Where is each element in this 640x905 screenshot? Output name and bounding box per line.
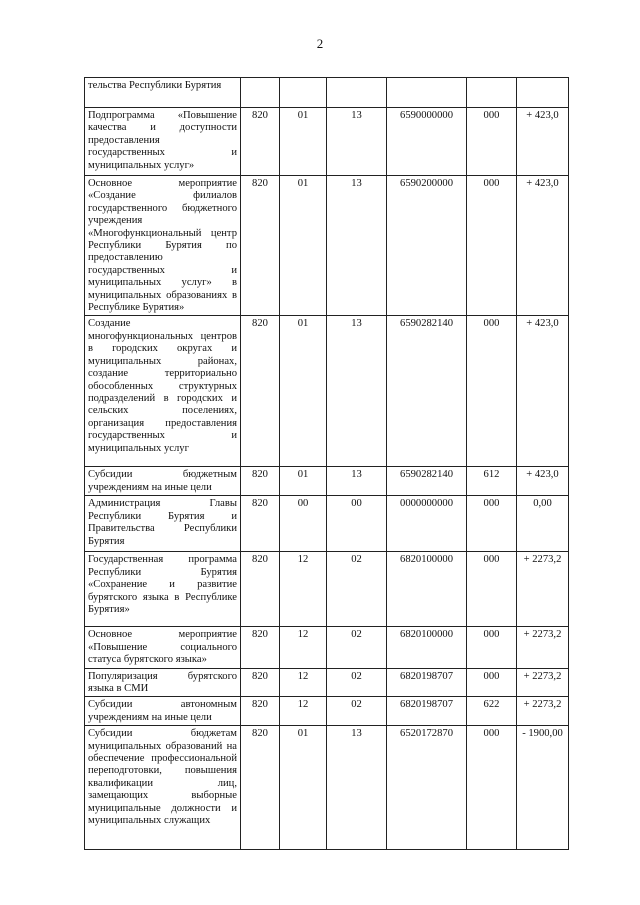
subsection-code-cell: 13 [327, 108, 387, 176]
ministry-code-cell: 820 [241, 552, 280, 627]
amount-cell: + 423,0 [517, 176, 569, 316]
target-article-cell: 6820198707 [387, 697, 467, 726]
row-name-cell: Создание многофункциональных центров в городских округах и муниципальных районах, создание территориально обособленных структурных подразделений в городских и сельских поселениях, организация предоставления государственных и муниципальных услуг [85, 316, 241, 467]
expense-type-cell: 000 [467, 496, 517, 552]
row-name-cell: Популяризация бурятского языка в СМИ [85, 668, 241, 697]
ministry-code-cell: 820 [241, 697, 280, 726]
row-name-cell: тельства Республики Бурятия [85, 78, 241, 108]
target-article-cell: 6590282140 [387, 467, 467, 496]
target-article-cell: 6820100000 [387, 552, 467, 627]
expense-type-cell: 000 [467, 668, 517, 697]
table-row [85, 627, 569, 668]
target-article-cell: 6820198707 [387, 668, 467, 697]
table-row [85, 726, 569, 850]
subsection-code-cell: 00 [327, 496, 387, 552]
expense-type-cell: 612 [467, 467, 517, 496]
target-article-cell: 6520172870 [387, 726, 467, 850]
target-article-cell: 6590282140 [387, 316, 467, 467]
subsection-code-cell: 13 [327, 726, 387, 850]
amount-cell: + 2273,2 [517, 627, 569, 668]
expense-type-cell [467, 78, 517, 108]
ministry-code-cell: 820 [241, 176, 280, 316]
ministry-code-cell: 820 [241, 627, 280, 668]
expense-type-cell: 000 [467, 726, 517, 850]
amount-cell: - 1900,00 [517, 726, 569, 850]
section-code-cell: 12 [280, 627, 327, 668]
subsection-code-cell [327, 78, 387, 108]
table-row [85, 668, 569, 697]
row-name-cell: Государственная программа Республики Бурятия «Сохранение и развитие бурятского языка в Республике Бурятия» [85, 552, 241, 627]
subsection-code-cell: 13 [327, 316, 387, 467]
target-article-cell: 6590200000 [387, 176, 467, 316]
target-article-cell [387, 78, 467, 108]
table-row [85, 697, 569, 726]
expense-type-cell: 000 [467, 627, 517, 668]
section-code-cell: 12 [280, 697, 327, 726]
ministry-code-cell: 820 [241, 467, 280, 496]
ministry-code-cell: 820 [241, 496, 280, 552]
table-row [85, 467, 569, 496]
section-code-cell: 01 [280, 176, 327, 316]
table-row [85, 108, 569, 176]
section-code-cell: 01 [280, 108, 327, 176]
amount-cell: + 423,0 [517, 108, 569, 176]
expense-type-cell: 622 [467, 697, 517, 726]
subsection-code-cell: 13 [327, 467, 387, 496]
page-number: 2 [316, 36, 324, 51]
subsection-code-cell: 02 [327, 552, 387, 627]
amount-cell [517, 78, 569, 108]
amount-cell: + 2273,2 [517, 552, 569, 627]
row-name-cell: Субсидии бюджетам муниципальных образований на обеспечение профессиональной переподготовки, повышения квалификации лиц, замещающих выборные муниципальные должности и муниципальных служащих [85, 726, 241, 850]
amount-cell: + 423,0 [517, 467, 569, 496]
table-row [85, 496, 569, 552]
row-name-cell: Основное мероприятие «Создание филиалов государственного бюджетного учреждения «Многофункциональный центр Республики Бурятия по предоставлению государственных и муниципальных услуг» в муниципальных образованиях в Республике Бурятия» [85, 176, 241, 316]
target-article-cell: 0000000000 [387, 496, 467, 552]
table-body [85, 78, 569, 850]
table-row [85, 552, 569, 627]
target-article-cell: 6820100000 [387, 627, 467, 668]
target-article-cell: 6590000000 [387, 108, 467, 176]
section-code-cell: 01 [280, 467, 327, 496]
row-name-cell: Субсидии автономным учреждениям на иные цели [85, 697, 241, 726]
table-row [85, 316, 569, 467]
section-code-cell: 12 [280, 668, 327, 697]
section-code-cell: 00 [280, 496, 327, 552]
subsection-code-cell: 13 [327, 176, 387, 316]
expense-type-cell: 000 [467, 176, 517, 316]
subsection-code-cell: 02 [327, 697, 387, 726]
expense-type-cell: 000 [467, 552, 517, 627]
expense-type-cell: 000 [467, 316, 517, 467]
ministry-code-cell: 820 [241, 726, 280, 850]
amount-cell: + 2273,2 [517, 697, 569, 726]
table-row [85, 176, 569, 316]
budget-table [84, 77, 569, 850]
ministry-code-cell [241, 78, 280, 108]
row-name-cell: Основное мероприятие «Повышение социального статуса бурятского языка» [85, 627, 241, 668]
amount-cell: + 2273,2 [517, 668, 569, 697]
amount-cell: 0,00 [517, 496, 569, 552]
subsection-code-cell: 02 [327, 668, 387, 697]
section-code-cell: 12 [280, 552, 327, 627]
section-code-cell [280, 78, 327, 108]
section-code-cell: 01 [280, 726, 327, 850]
row-name-cell: Администрация Главы Республики Бурятия и Правительства Республики Бурятия [85, 496, 241, 552]
subsection-code-cell: 02 [327, 627, 387, 668]
table-row [85, 78, 569, 108]
ministry-code-cell: 820 [241, 668, 280, 697]
ministry-code-cell: 820 [241, 316, 280, 467]
expense-type-cell: 000 [467, 108, 517, 176]
row-name-cell: Подпрограмма «Повышение качества и доступности предоставления государственных и муниципальных услуг» [85, 108, 241, 176]
section-code-cell: 01 [280, 316, 327, 467]
amount-cell: + 423,0 [517, 316, 569, 467]
ministry-code-cell: 820 [241, 108, 280, 176]
row-name-cell: Субсидии бюджетным учреждениям на иные цели [85, 467, 241, 496]
